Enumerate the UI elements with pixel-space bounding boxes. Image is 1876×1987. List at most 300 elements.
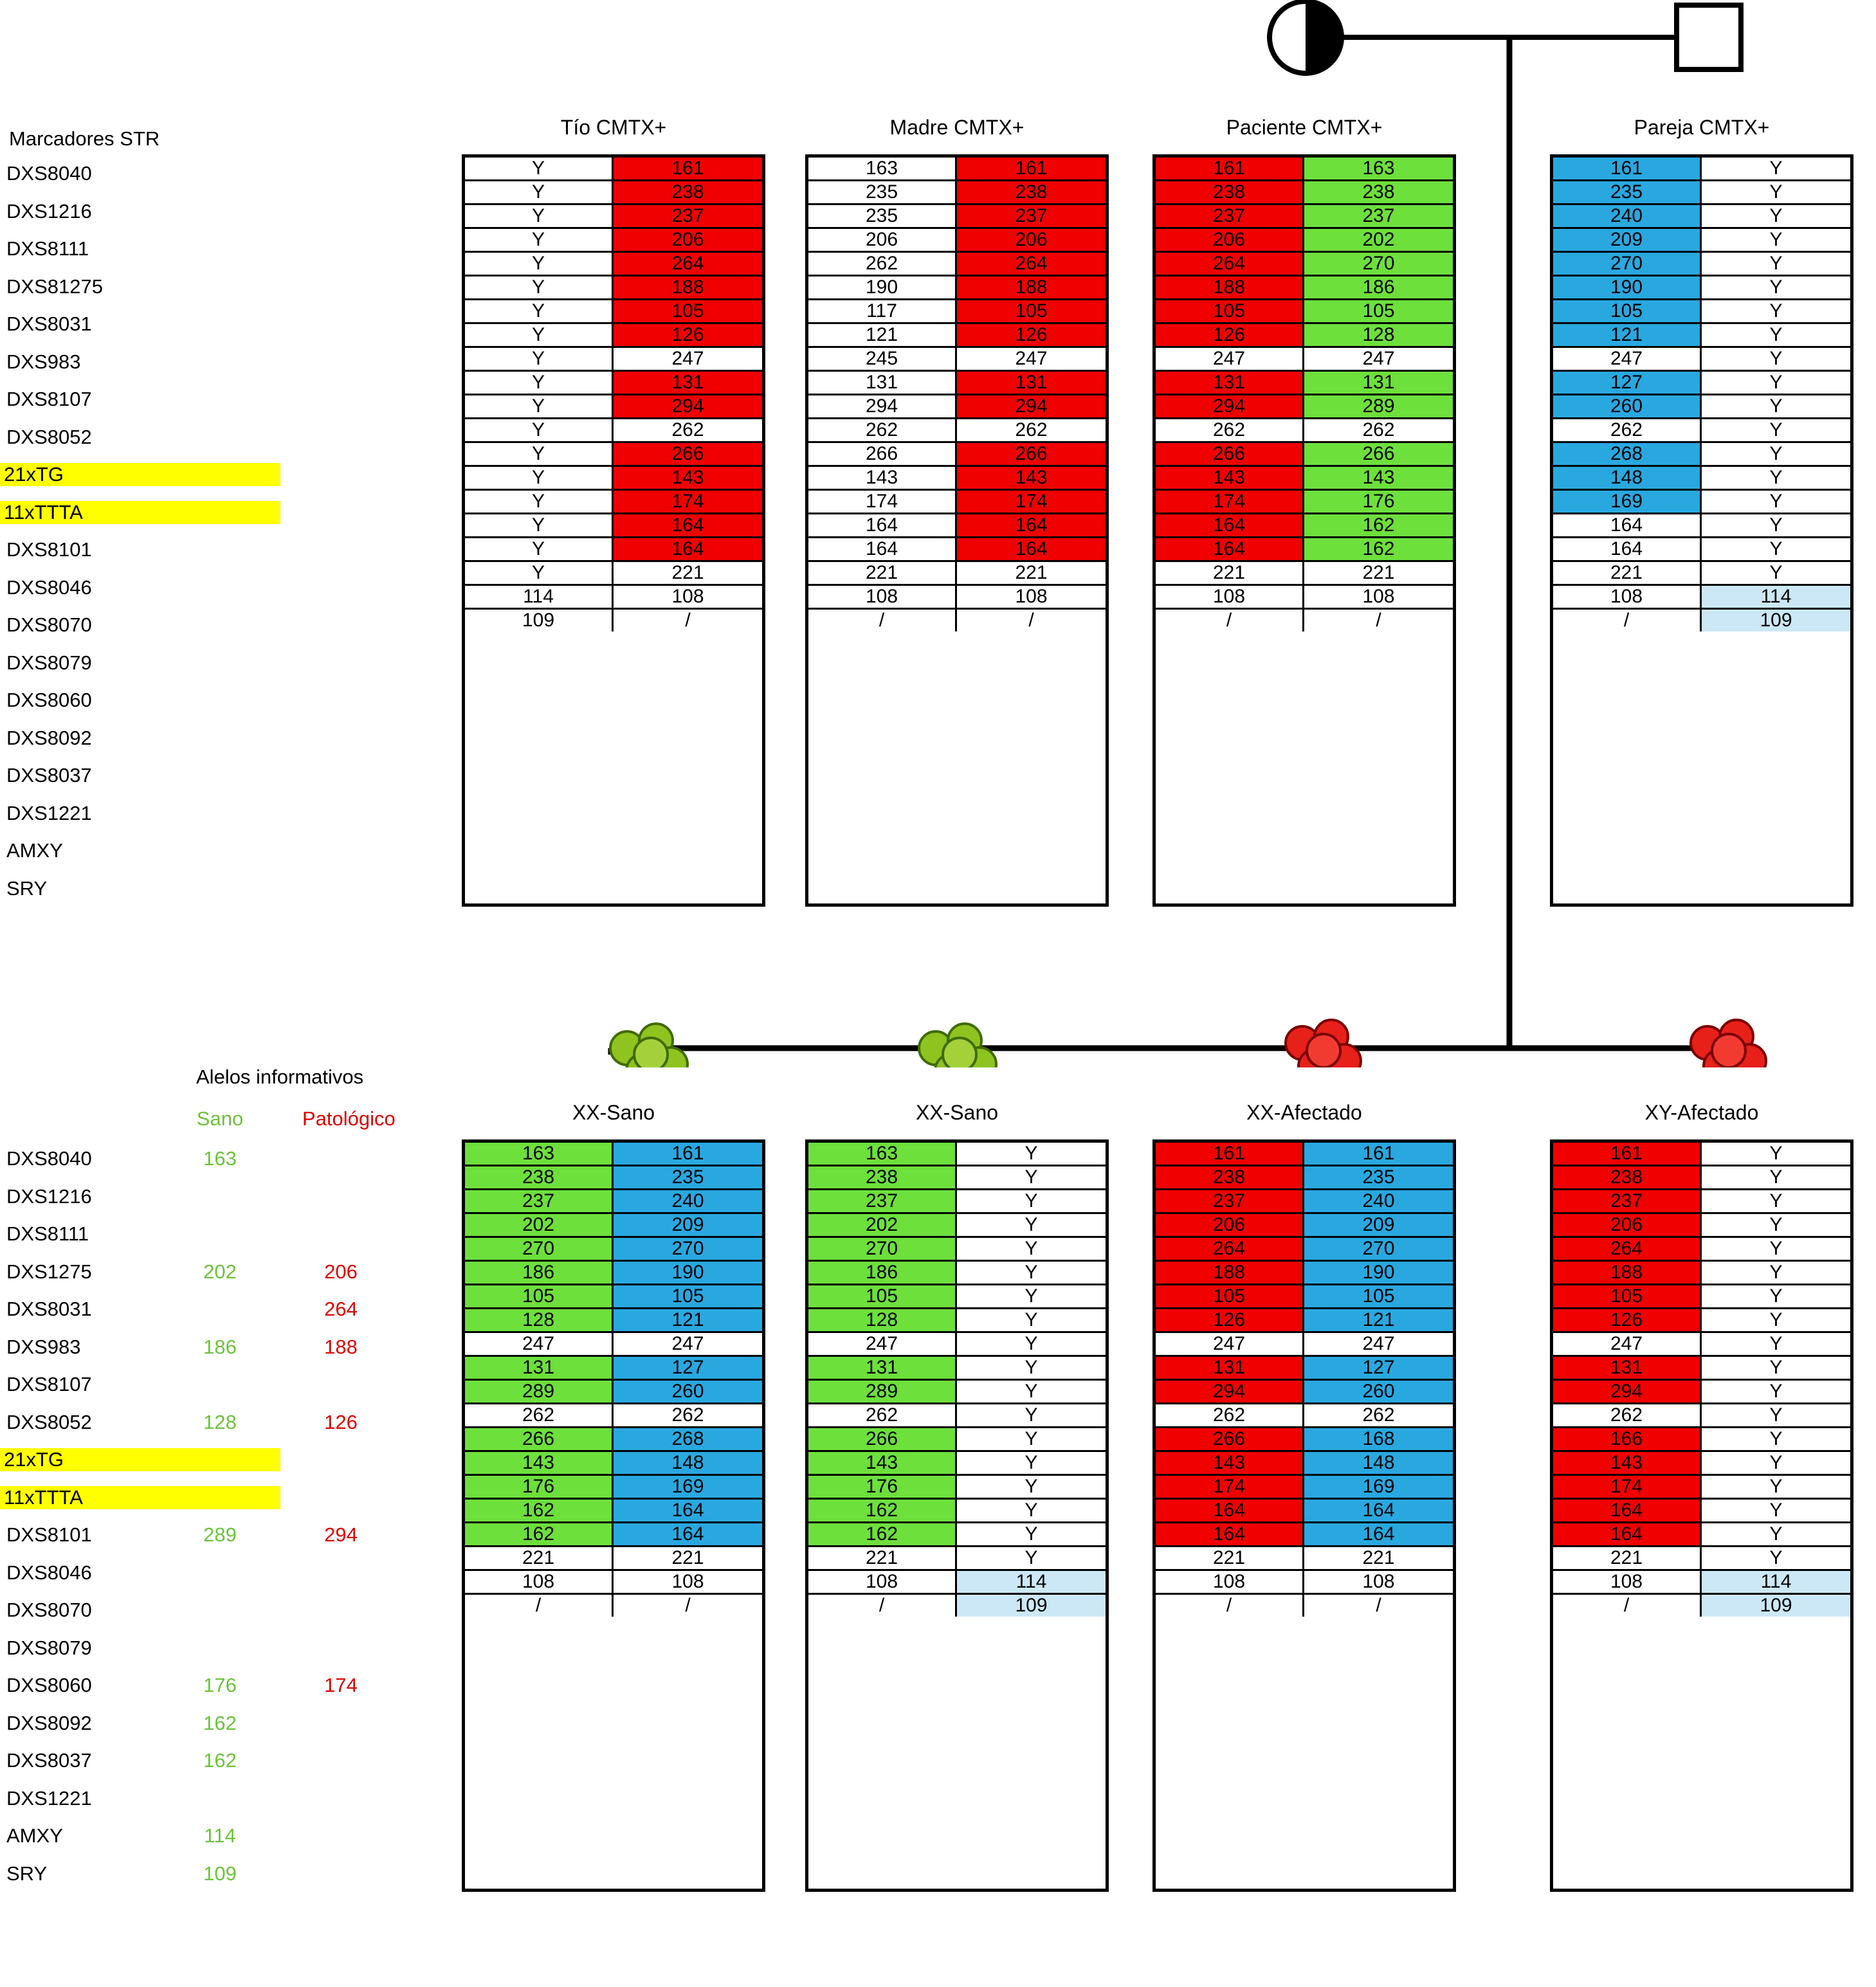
allele-cell: Y: [1702, 372, 1850, 395]
allele-cell: 131: [808, 372, 957, 395]
allele-cell: 294: [1553, 1381, 1702, 1404]
table-row: [808, 205, 1106, 229]
alelo-patologico-value: 188: [324, 1335, 358, 1358]
allele-cell: 174: [808, 491, 957, 514]
allele-cell: 164: [1156, 1500, 1304, 1523]
allele-cell: 240: [1304, 1190, 1453, 1214]
table-row: [465, 1309, 762, 1333]
table-row: [465, 229, 762, 253]
alelo-sano-value: 162: [203, 1749, 237, 1772]
top-marker-label: DXS8046: [6, 576, 92, 599]
allele-cell: 190: [1304, 1262, 1453, 1285]
allele-cell: Y: [465, 181, 614, 205]
top-marker-label: AMXY: [6, 839, 63, 862]
table-row: [1553, 1143, 1850, 1166]
table-row: [465, 1428, 762, 1452]
top-panel-1: [462, 154, 765, 907]
bottom-marker-label: SRY: [6, 1862, 48, 1885]
table-row: [465, 253, 762, 277]
top-panel-header-3: Paciente CMTX+: [1226, 116, 1383, 139]
table-row: [1553, 1262, 1850, 1285]
table-row: [808, 1523, 1106, 1547]
allele-cell: 264: [957, 253, 1106, 277]
table-row: [465, 443, 762, 467]
table-row: [1553, 1285, 1850, 1309]
allele-cell: 109: [957, 1595, 1106, 1617]
allele-cell: Y: [957, 1190, 1106, 1214]
allele-cell: 161: [1304, 1143, 1453, 1166]
allele-cell: Y: [957, 1357, 1106, 1381]
allele-cell: 221: [465, 1547, 614, 1571]
allele-cell: Y: [1702, 467, 1850, 491]
allele-cell: 260: [1304, 1381, 1453, 1404]
allele-cell: Y: [465, 277, 614, 300]
top-panel-4: [1550, 154, 1853, 907]
allele-cell: 163: [1304, 158, 1453, 181]
top-panel-2: [805, 154, 1109, 907]
allele-cell: 266: [614, 443, 762, 467]
table-row: [1553, 1404, 1850, 1428]
top-marker-label: DXS8040: [6, 162, 92, 185]
allele-cell: 174: [1553, 1476, 1702, 1500]
top-marker-label: DXS8101: [6, 538, 92, 561]
allele-cell: Y: [465, 253, 614, 277]
bottom-marker-label: DXS8060: [6, 1674, 92, 1696]
allele-cell: 238: [1156, 1166, 1304, 1190]
allele-cell: 166: [1553, 1428, 1702, 1452]
allele-cell: 174: [614, 491, 762, 514]
allele-cell: 105: [1553, 300, 1702, 324]
alelo-sano-value: 109: [203, 1862, 237, 1885]
bottom-panel-1: [462, 1139, 765, 1892]
table-row: [465, 562, 762, 586]
allele-cell: /: [465, 1595, 614, 1617]
bottom-marker-label: DXS8052: [6, 1410, 92, 1433]
allele-cell: 247: [957, 348, 1106, 372]
top-marker-label: DXS8060: [6, 689, 92, 711]
allele-cell: /: [614, 1595, 762, 1617]
allele-cell: 162: [808, 1523, 957, 1547]
allele-cell: 127: [1553, 372, 1702, 395]
table-row: [465, 1523, 762, 1547]
table-row: [808, 1285, 1106, 1309]
allele-cell: 262: [614, 419, 762, 443]
bottom-marker-label: DXS1221: [6, 1786, 92, 1810]
table-row: [808, 1333, 1106, 1357]
allele-cell: 188: [1156, 1262, 1304, 1285]
allele-cell: 237: [1156, 1190, 1304, 1214]
allele-cell: 148: [1304, 1452, 1453, 1476]
table-row: [465, 1595, 762, 1617]
table-row: [808, 395, 1106, 419]
allele-cell: 161: [1553, 158, 1702, 181]
table-row: [465, 610, 762, 631]
allele-cell: 143: [808, 1452, 957, 1476]
allele-cell: 221: [1304, 562, 1453, 586]
allele-cell: 206: [1156, 229, 1304, 253]
allele-cell: 237: [465, 1190, 614, 1214]
allele-cell: 266: [808, 443, 957, 467]
table-row: [1156, 419, 1453, 443]
allele-cell: 108: [808, 586, 957, 610]
allele-cell: 266: [1156, 1428, 1304, 1452]
table-row: [1156, 491, 1453, 514]
allele-cell: 143: [1304, 467, 1453, 491]
allele-cell: 270: [465, 1238, 614, 1262]
table-row: [1553, 277, 1850, 300]
table-row: [1553, 1238, 1850, 1262]
bottom-marker-label: 21xTG: [0, 1448, 280, 1471]
allele-cell: 240: [1553, 205, 1702, 229]
allele-cell: 164: [808, 514, 957, 538]
allele-cell: 143: [465, 1452, 614, 1476]
allele-cell: 264: [1156, 253, 1304, 277]
allele-cell: Y: [957, 1547, 1106, 1571]
allele-cell: Y: [1702, 277, 1850, 300]
allele-cell: 247: [1304, 1333, 1453, 1357]
allele-cell: 108: [1304, 1571, 1453, 1595]
top-marker-label: DXS8111: [6, 237, 89, 260]
table-row: [808, 1571, 1106, 1595]
allele-cell: Y: [957, 1500, 1106, 1523]
bottom-marker-label: DXS8079: [6, 1636, 92, 1659]
allele-cell: 247: [808, 1333, 957, 1357]
alelo-sano-value: 176: [203, 1674, 237, 1696]
table-row: [1156, 1143, 1453, 1166]
allele-cell: 131: [808, 1357, 957, 1381]
table-row: [808, 1166, 1106, 1190]
bottom-panel-4: [1550, 1139, 1853, 1892]
table-row: [1553, 610, 1850, 631]
allele-cell: 190: [614, 1262, 762, 1285]
allele-cell: 128: [465, 1309, 614, 1333]
allele-cell: Y: [957, 1285, 1106, 1309]
allele-cell: Y: [1702, 253, 1850, 277]
allele-cell: 164: [1553, 514, 1702, 538]
allele-cell: 164: [957, 514, 1106, 538]
allele-cell: 237: [957, 205, 1106, 229]
allele-cell: Y: [1702, 419, 1850, 443]
table-row: [465, 1143, 762, 1166]
allele-cell: Y: [1702, 1214, 1850, 1238]
allele-cell: Y: [1702, 1547, 1850, 1571]
bottom-marker-label: AMXY: [6, 1824, 63, 1847]
bottom-marker-label: DXS8111: [6, 1222, 89, 1245]
table-row: [808, 419, 1106, 443]
table-row: [808, 1309, 1106, 1333]
allele-cell: 221: [614, 562, 762, 586]
table-row: [465, 181, 762, 205]
allele-cell: 121: [808, 324, 957, 348]
bottom-marker-label: DXS1275: [6, 1260, 92, 1283]
table-row: [465, 277, 762, 300]
allele-cell: Y: [957, 1238, 1106, 1262]
allele-cell: 262: [465, 1404, 614, 1428]
allele-cell: 161: [1553, 1143, 1702, 1166]
table-row: [465, 1190, 762, 1214]
allele-cell: /: [1156, 1595, 1304, 1617]
allele-cell: Y: [465, 324, 614, 348]
table-row: [1553, 181, 1850, 205]
allele-cell: 238: [1156, 181, 1304, 205]
allele-cell: 262: [808, 253, 957, 277]
allele-cell: Y: [1702, 443, 1850, 467]
allele-cell: 164: [1156, 538, 1304, 562]
allele-cell: Y: [1702, 1357, 1850, 1381]
table-row: [1156, 300, 1453, 324]
table-row: [1553, 1523, 1850, 1547]
allele-cell: Y: [465, 300, 614, 324]
alelo-patologico-value: 174: [324, 1674, 358, 1696]
allele-cell: 240: [614, 1190, 762, 1214]
alelo-sano-value: 202: [203, 1260, 237, 1283]
allele-cell: 164: [957, 538, 1106, 562]
allele-cell: 109: [465, 610, 614, 631]
allele-cell: 161: [1156, 1143, 1304, 1166]
allele-cell: 164: [1156, 1523, 1304, 1547]
allele-cell: 262: [1553, 419, 1702, 443]
allele-cell: Y: [1702, 1166, 1850, 1190]
allele-cell: 131: [614, 372, 762, 395]
allele-cell: 161: [957, 158, 1106, 181]
allele-cell: 121: [614, 1309, 762, 1333]
allele-cell: 262: [1304, 419, 1453, 443]
allele-cell: 202: [465, 1214, 614, 1238]
allele-cell: 169: [1304, 1476, 1453, 1500]
table-row: [465, 324, 762, 348]
top-marker-label: DXS983: [6, 350, 81, 373]
allele-cell: 164: [614, 1500, 762, 1523]
allele-cell: Y: [1702, 1523, 1850, 1547]
allele-cell: /: [614, 610, 762, 631]
allele-cell: 270: [1304, 253, 1453, 277]
allele-cell: Y: [957, 1428, 1106, 1452]
top-marker-label: DXS1216: [6, 199, 92, 222]
allele-cell: Y: [465, 443, 614, 467]
table-row: [1553, 1214, 1850, 1238]
table-row: [808, 1214, 1106, 1238]
allele-cell: Y: [1702, 1285, 1850, 1309]
allele-cell: 237: [1156, 205, 1304, 229]
alelo-patologico-value: 206: [324, 1260, 358, 1283]
allele-cell: 131: [1304, 372, 1453, 395]
table-row: [1156, 395, 1453, 419]
allele-cell: Y: [1702, 562, 1850, 586]
allele-cell: 247: [1304, 348, 1453, 372]
allele-cell: Y: [1702, 205, 1850, 229]
table-row: [465, 1285, 762, 1309]
allele-cell: 108: [465, 1571, 614, 1595]
table-row: [1156, 610, 1453, 631]
table-row: [465, 538, 762, 562]
alelos-header: Alelos informativos: [196, 1066, 364, 1088]
allele-cell: 262: [614, 1404, 762, 1428]
allele-cell: 126: [1156, 324, 1304, 348]
table-row: [1553, 1381, 1850, 1404]
allele-cell: 221: [1156, 1547, 1304, 1571]
allele-cell: Y: [957, 1262, 1106, 1285]
allele-cell: 105: [1304, 300, 1453, 324]
top-marker-label: DXS81275: [6, 275, 103, 298]
embryo-icon-3: [1286, 1020, 1361, 1067]
allele-cell: 168: [1304, 1428, 1453, 1452]
table-row: [1156, 181, 1453, 205]
allele-cell: 186: [465, 1262, 614, 1285]
allele-cell: Y: [957, 1143, 1106, 1166]
allele-cell: 114: [1702, 1571, 1850, 1595]
allele-cell: 143: [1553, 1452, 1702, 1476]
table-row: [465, 395, 762, 419]
table-row: [1156, 1428, 1453, 1452]
allele-cell: 294: [1156, 395, 1304, 419]
allele-cell: 109: [1702, 610, 1850, 631]
table-row: [1156, 1452, 1453, 1476]
table-row: [465, 348, 762, 372]
table-row: [1156, 1166, 1453, 1190]
allele-cell: 131: [1156, 1357, 1304, 1381]
allele-cell: 126: [1553, 1309, 1702, 1333]
allele-cell: 163: [465, 1143, 614, 1166]
table-row: [1553, 1357, 1850, 1381]
father-symbol: [1677, 5, 1741, 69]
allele-cell: 247: [1156, 1333, 1304, 1357]
allele-cell: 264: [1156, 1238, 1304, 1262]
allele-cell: 164: [614, 538, 762, 562]
allele-cell: 294: [808, 395, 957, 419]
allele-cell: 108: [614, 1571, 762, 1595]
bottom-marker-label: DXS8070: [6, 1599, 92, 1621]
allele-cell: Y: [957, 1523, 1106, 1547]
top-marker-label: DXS1221: [6, 801, 92, 824]
table-row: [1156, 158, 1453, 181]
allele-cell: 105: [808, 1285, 957, 1309]
table-row: [1156, 1285, 1453, 1309]
allele-cell: 237: [1553, 1190, 1702, 1214]
allele-cell: 108: [614, 586, 762, 610]
table-row: [465, 491, 762, 514]
allele-cell: 174: [1156, 491, 1304, 514]
bottom-marker-label: DXS8092: [6, 1711, 92, 1734]
allele-cell: 126: [957, 324, 1106, 348]
allele-cell: 270: [1553, 253, 1702, 277]
table-row: [808, 586, 1106, 610]
allele-cell: 262: [1156, 419, 1304, 443]
allele-cell: 148: [1553, 467, 1702, 491]
bottom-marker-label: DXS8107: [6, 1373, 92, 1395]
allele-cell: /: [957, 610, 1106, 631]
allele-cell: 188: [1553, 1262, 1702, 1285]
allele-cell: 126: [614, 324, 762, 348]
table-row: [465, 158, 762, 181]
table-row: [1553, 1428, 1850, 1452]
allele-cell: Y: [1702, 1143, 1850, 1166]
table-row: [808, 348, 1106, 372]
top-panel-header-4: Pareja CMTX+: [1634, 116, 1770, 139]
allele-cell: 264: [1553, 1238, 1702, 1262]
allele-cell: 221: [1553, 1547, 1702, 1571]
allele-cell: Y: [465, 538, 614, 562]
allele-cell: 221: [808, 1547, 957, 1571]
allele-cell: 206: [808, 229, 957, 253]
allele-cell: 247: [1553, 1333, 1702, 1357]
allele-cell: 131: [465, 1357, 614, 1381]
bottom-panel-2: [805, 1139, 1109, 1892]
table-row: [1553, 1452, 1850, 1476]
page-title: Marcadores STR: [9, 127, 160, 150]
allele-cell: 209: [614, 1214, 762, 1238]
table-row: [808, 1190, 1106, 1214]
allele-cell: 206: [1553, 1214, 1702, 1238]
table-row: [1553, 348, 1850, 372]
allele-cell: Y: [957, 1333, 1106, 1357]
allele-cell: 268: [1553, 443, 1702, 467]
table-row: [465, 1166, 762, 1190]
allele-cell: 190: [1553, 277, 1702, 300]
allele-cell: Y: [957, 1404, 1106, 1428]
table-row: [808, 1476, 1106, 1500]
allele-cell: /: [1553, 610, 1702, 631]
allele-cell: Y: [1702, 1333, 1850, 1357]
allele-cell: 164: [614, 1523, 762, 1547]
allele-cell: 260: [1553, 395, 1702, 419]
top-marker-label: DXS8092: [6, 726, 92, 749]
allele-cell: Y: [1702, 1500, 1850, 1523]
table-row: [465, 419, 762, 443]
table-row: [1553, 1476, 1850, 1500]
table-row: [1553, 1190, 1850, 1214]
table-row: [465, 1571, 762, 1595]
bottom-marker-label: DXS8037: [6, 1749, 92, 1772]
table-row: [808, 1404, 1106, 1428]
allele-cell: 164: [1156, 514, 1304, 538]
allele-cell: 247: [1553, 348, 1702, 372]
allele-cell: 266: [808, 1428, 957, 1452]
allele-cell: 105: [1156, 1285, 1304, 1309]
allele-cell: 289: [1304, 395, 1453, 419]
allele-cell: 289: [808, 1381, 957, 1404]
allele-cell: Y: [1702, 514, 1850, 538]
allele-cell: 162: [465, 1500, 614, 1523]
table-row: [1156, 1404, 1453, 1428]
table-row: [808, 1452, 1106, 1476]
allele-cell: 264: [614, 253, 762, 277]
allele-cell: 237: [614, 205, 762, 229]
table-row: [465, 1262, 762, 1285]
table-row: [465, 372, 762, 395]
top-marker-label: DXS8070: [6, 613, 92, 636]
table-row: [808, 562, 1106, 586]
allele-cell: 266: [957, 443, 1106, 467]
allele-cell: 163: [808, 1143, 957, 1166]
table-row: [465, 467, 762, 491]
allele-cell: 164: [808, 538, 957, 562]
alelo-sano-value: 128: [203, 1410, 237, 1433]
allele-cell: 238: [957, 181, 1106, 205]
top-marker-label: DXS8037: [6, 764, 92, 786]
table-row: [1553, 1500, 1850, 1523]
allele-cell: 247: [465, 1333, 614, 1357]
allele-cell: 114: [957, 1571, 1106, 1595]
allele-cell: 164: [1553, 1500, 1702, 1523]
allele-cell: 108: [1304, 586, 1453, 610]
table-row: [808, 372, 1106, 395]
alelo-patologico-value: 294: [324, 1523, 358, 1546]
allele-cell: 221: [808, 562, 957, 586]
allele-cell: 266: [1304, 443, 1453, 467]
table-row: [1553, 324, 1850, 348]
table-row: [1553, 229, 1850, 253]
allele-cell: 143: [957, 467, 1106, 491]
